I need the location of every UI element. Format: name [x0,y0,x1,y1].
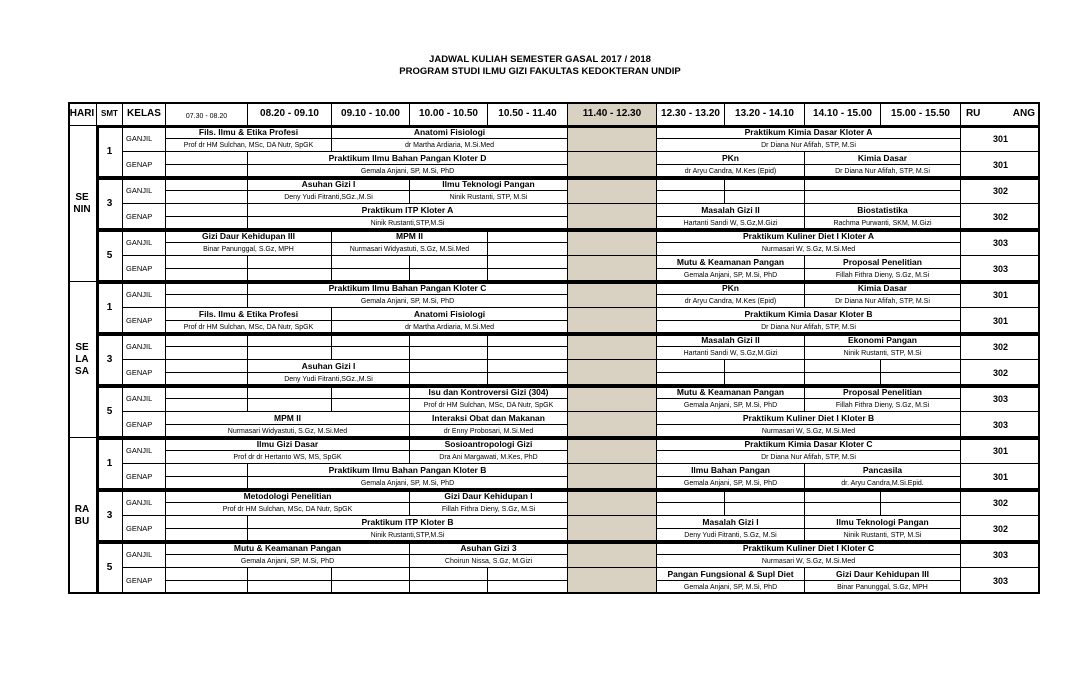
course-name [410,334,488,347]
lecturer-name [166,165,248,178]
lecturer-name: Dr Diana Nur Afifah, STP, M.Si [805,295,961,308]
lecturer-name [332,347,410,360]
lecturer-name: Prof dr HM Sulchan, MSc, DA Nutr, SpGK [166,139,332,152]
kelas-label: GENAP [123,308,166,334]
header-kelas: KELAS [123,102,166,126]
course-name [332,334,410,347]
course-name: Kimia Dasar [805,282,961,295]
lecturer-name: Dr Diana Nur Afifah, STP, M.Si [657,451,961,464]
course-name [488,334,568,347]
course-name [166,282,248,295]
course-name: Gizi Daur Kehidupan I [410,490,568,503]
break-slot [568,308,657,334]
semester-label: 1 [97,126,123,178]
kelas-label: GANJIL [123,282,166,308]
course-name [332,256,410,269]
course-name: Metodologi Penelitian [166,490,410,503]
lecturer-name: Nurmasari W, S.Gz, M.Si.Med [657,425,961,438]
header-time-slot: 13.20 - 14.10 [725,102,805,126]
course-name [248,256,332,269]
course-name: Ekonomi Pangan [805,334,961,347]
semester-label: 1 [97,438,123,490]
course-name: Asuhan Gizi I [248,178,410,191]
page-title [0,54,1080,78]
lecturer-name [332,399,410,412]
lecturer-name: Dr Diana Nur Afifah, STP, M.Si [805,165,961,178]
header-time-slot: 09.10 - 10.00 [332,102,410,126]
course-name: Praktikum ITP Kloter A [248,204,568,217]
course-name [410,360,488,373]
room-number: 302 [961,490,1040,516]
course-name: MPM II [166,412,410,425]
lecturer-name [248,269,332,282]
lecturer-name: Ninik Rustanti,STP,M.Si [248,529,568,542]
course-name [805,360,881,373]
lecturer-name [881,503,961,516]
lecturer-name: Prof dr dr Hertanto WS, MS, SpGK [166,451,410,464]
lecturer-name: dr. Aryu Candra,M.Si.Epid. [805,477,961,490]
lecturer-name: Choirun Nissa, S.Gz, M.Gizi [410,555,568,568]
day-label: RA BU [68,438,97,594]
semester-label: 5 [97,230,123,282]
course-name [725,490,805,503]
course-name [248,568,332,581]
course-name [657,178,725,191]
course-name: Praktikum Ilmu Bahan Pangan Kloter D [248,152,568,165]
lecturer-name [881,373,961,386]
break-slot [568,542,657,568]
course-name [805,490,881,503]
course-name [166,178,248,191]
day-label: SE LA SA [68,282,97,438]
lecturer-name: Dr Diana Nur Afifah, STP, M.Si [657,321,961,334]
lecturer-name [248,399,332,412]
room-number: 301 [961,308,1040,334]
kelas-label: GENAP [123,360,166,386]
lecturer-name: Nurmasari W, S.Gz, M.Si.Med [657,555,961,568]
lecturer-name [248,347,332,360]
lecturer-name [332,581,410,594]
lecturer-name: Deny Yudi Fitranti,SGz.,M.Si [248,191,410,204]
lecturer-name: Hartanti Sandi W, S.Gz,M.Gizi [657,347,805,360]
room-number: 302 [961,204,1040,230]
lecturer-name: Nurmasari Widyastuti, S.Gz, M.Si.Med [166,425,410,438]
course-name: Masalah Gizi II [657,204,805,217]
lecturer-name: Hartanti Sandi W, S.Gz,M.Gizi [657,217,805,230]
header-ruang: RU ANG [961,102,1040,126]
kelas-label: GENAP [123,152,166,178]
course-name [488,360,568,373]
lecturer-name: Nurmasari Widyastuti, S.Gz, M.Si.Med [332,243,488,256]
course-name [488,568,568,581]
lecturer-name [166,269,248,282]
lecturer-name: Gemala Anjani, SP, M.Si, PhD [657,269,805,282]
course-name: Praktikum ITP Kloter B [248,516,568,529]
lecturer-name [488,243,568,256]
room-number: 303 [961,230,1040,256]
room-number: 301 [961,438,1040,464]
break-slot [568,126,657,152]
kelas-label: GANJIL [123,230,166,256]
kelas-label: GENAP [123,412,166,438]
break-slot [568,204,657,230]
course-name: Sosioantropologi Gizi [410,438,568,451]
lecturer-name [488,581,568,594]
room-number: 303 [961,542,1040,568]
course-name [488,230,568,243]
course-name: Ilmu Teknologi Pangan [410,178,568,191]
break-slot [568,568,657,594]
course-name: Pancasila [805,464,961,477]
lecturer-name [488,347,568,360]
lecturer-name [725,191,805,204]
course-name [657,490,725,503]
break-slot [568,334,657,360]
lecturer-name: Ninik Rustanti,STP,M.Si [248,217,568,230]
lecturer-name: dr Aryu Candra, M.Kes (Epid) [657,295,805,308]
lecturer-name [488,373,568,386]
course-name: Masalah Gizi II [657,334,805,347]
course-name: Interaksi Obat dan Makanan [410,412,568,425]
course-name: Mutu & Keamanan Pangan [657,386,805,399]
semester-label: 1 [97,282,123,334]
lecturer-name: Dra Ani Margawati, M.Kes, PhD [410,451,568,464]
lecturer-name [410,581,488,594]
kelas-label: GANJIL [123,386,166,412]
course-name: Praktikum Ilmu Bahan Pangan Kloter C [248,282,568,295]
lecturer-name: Fillah Fithra Dieny, S.Gz, M.Si [805,269,961,282]
header-time-slot: 14.10 - 15.00 [805,102,881,126]
course-name [805,178,961,191]
lecturer-name: Binar Panunggal, S.Gz, MPH [166,243,332,256]
course-name [410,256,488,269]
break-slot [568,256,657,282]
course-name: Ilmu Gizi Dasar [166,438,410,451]
course-name: Praktikum Kimia Dasar Kloter B [657,308,961,321]
lecturer-name: Binar Panunggal, S.Gz, MPH [805,581,961,594]
course-name: Gizi Daur Kehidupan III [805,568,961,581]
course-name [166,464,248,477]
lecturer-name [166,399,248,412]
header-time-slot: 07.30 - 08.20 [166,102,248,126]
break-slot [568,412,657,438]
lecturer-name [805,503,881,516]
header-smt: SMT [97,102,123,126]
kelas-label: GANJIL [123,542,166,568]
lecturer-name [657,503,725,516]
course-name [410,568,488,581]
room-number: 302 [961,360,1040,386]
break-slot [568,152,657,178]
lecturer-name: Gemala Anjani, SP, M.Si, PhD [657,477,805,490]
kelas-label: GANJIL [123,490,166,516]
break-slot [568,282,657,308]
header-time-slot: 12.30 - 13.20 [657,102,725,126]
course-name: Fils. Ilmu & Etika Profesi [166,126,332,139]
semester-label: 3 [97,178,123,230]
lecturer-name [410,347,488,360]
break-slot [568,178,657,204]
lecturer-name: Fillah Fithra Dieny, S.Gz, M.Si [805,399,961,412]
lecturer-name: Deny Yudi Fitranti, S.Gz, M.Si [657,529,805,542]
room-number: 301 [961,152,1040,178]
lecturer-name [805,373,881,386]
course-name [166,256,248,269]
kelas-label: GENAP [123,204,166,230]
course-name [166,516,248,529]
course-name: Anatomi Fisiologi [332,308,568,321]
header-time-slot: 10.50 - 11.40 [488,102,568,126]
kelas-label: GENAP [123,568,166,594]
course-name: Praktikum Kimia Dasar Kloter C [657,438,961,451]
lecturer-name: Rachma Purwanti, SKM, M.Gizi [805,217,961,230]
lecturer-name [166,347,248,360]
lecturer-name [725,373,805,386]
break-slot [568,464,657,490]
break-slot [568,230,657,256]
lecturer-name [248,581,332,594]
lecturer-name [166,191,248,204]
kelas-label: GENAP [123,256,166,282]
header-time-slot: 11.40 - 12.30 [568,102,657,126]
course-name: Praktikum Kimia Dasar Kloter A [657,126,961,139]
course-name [725,360,805,373]
lecturer-name: Ninik Rustanti, STP, M.Si [805,529,961,542]
break-slot [568,516,657,542]
course-name [166,152,248,165]
day-label: SE NIN [68,126,97,282]
room-number: 302 [961,178,1040,204]
lecturer-name [332,269,410,282]
break-slot [568,360,657,386]
course-name: Proposal Penelitian [805,386,961,399]
room-number: 301 [961,282,1040,308]
break-slot [568,438,657,464]
course-name [166,386,248,399]
title-line-1: JADWAL KULIAH SEMESTER GASAL 2017 / 2018 [429,54,651,65]
lecturer-name: dr Martha Ardiaria, M.Si.Med [332,139,568,152]
semester-label: 5 [97,386,123,438]
course-name [725,178,805,191]
kelas-label: GENAP [123,464,166,490]
course-name: Praktikum Ilmu Bahan Pangan Kloter B [248,464,568,477]
room-number: 303 [961,412,1040,438]
course-name: MPM II [332,230,488,243]
lecturer-name [166,477,248,490]
course-name [166,360,248,373]
course-name [488,256,568,269]
course-name: Anatomi Fisiologi [332,126,568,139]
lecturer-name: dr Aryu Candra, M.Kes (Epid) [657,165,805,178]
lecturer-name [657,373,725,386]
course-name [657,360,725,373]
kelas-label: GENAP [123,516,166,542]
header-hari: HARI [68,102,97,126]
course-name: Praktikum Kuliner Diet I Kloter C [657,542,961,555]
header-time-slot: 10.00 - 10.50 [410,102,488,126]
title-line-2: PROGRAM STUDI ILMU GIZI FAKULTAS KEDOKTERAN UNDIP [399,66,681,77]
lecturer-name: Prof dr HM Sulchan, MSc, DA Nutr, SpGK [166,503,410,516]
kelas-label: GANJIL [123,178,166,204]
lecturer-name [410,373,488,386]
course-name: Biostatistika [805,204,961,217]
lecturer-name [166,217,248,230]
semester-label: 5 [97,542,123,594]
lecturer-name: Gemala Anjani, SP, M.Si, PhD [248,165,568,178]
course-name: Praktikum Kuliner Diet I Kloter B [657,412,961,425]
room-number: 303 [961,386,1040,412]
break-slot [568,386,657,412]
lecturer-name: Gemala Anjani, SP, M.Si, PhD [166,555,410,568]
course-name: Praktikum Kuliner Diet I Kloter A [657,230,961,243]
course-name [332,568,410,581]
course-name: Asuhan Gizi I [248,360,410,373]
course-name: Ilmu Teknologi Pangan [805,516,961,529]
course-name: Proposal Penelitian [805,256,961,269]
course-name [166,334,248,347]
course-name: Isu dan Kontroversi Gizi (304) [410,386,568,399]
header-time-slot: 15.00 - 15.50 [881,102,961,126]
lecturer-name [725,503,805,516]
lecturer-name: Deny Yudi Fitranti,SGz.,M.Si [248,373,410,386]
lecturer-name: dr Enny Probosari, M.Si.Med [410,425,568,438]
kelas-label: GANJIL [123,438,166,464]
lecturer-name: Gemala Anjani, SP, M.Si, PhD [657,581,805,594]
lecturer-name: Ninik Rustanti, STP, M.Si [805,347,961,360]
course-name [166,568,248,581]
course-name: Masalah Gizi I [657,516,805,529]
course-name [881,360,961,373]
lecturer-name: Ninik Rustanti, STP, M.Si [410,191,568,204]
course-name: Kimia Dasar [805,152,961,165]
course-name [332,386,410,399]
lecturer-name [166,581,248,594]
course-name [166,204,248,217]
course-name: PKn [657,282,805,295]
course-name: PKn [657,152,805,165]
course-name [248,386,332,399]
room-number: 302 [961,334,1040,360]
course-name [248,334,332,347]
break-slot [568,490,657,516]
room-number: 303 [961,568,1040,594]
lecturer-name: Gemala Anjani, SP, M.Si, PhD [248,477,568,490]
semester-label: 3 [97,490,123,542]
lecturer-name [166,373,248,386]
lecturer-name [410,269,488,282]
lecturer-name [166,295,248,308]
course-name: Fils. Ilmu & Etika Profesi [166,308,332,321]
room-number: 302 [961,516,1040,542]
lecturer-name [166,529,248,542]
lecturer-name [488,269,568,282]
lecturer-name: dr Martha Ardiaria, M.Si.Med [332,321,568,334]
semester-label: 3 [97,334,123,386]
course-name: Pangan Fungsional & Supl Diet [657,568,805,581]
course-name: Mutu & Keamanan Pangan [166,542,410,555]
header-time-slot: 08.20 - 09.10 [248,102,332,126]
kelas-label: GANJIL [123,126,166,152]
room-number: 301 [961,126,1040,152]
course-name [881,490,961,503]
course-name: Ilmu Bahan Pangan [657,464,805,477]
lecturer-name [805,191,961,204]
lecturer-name [657,191,725,204]
lecturer-name: Dr Diana Nur Afifah, STP, M.Si [657,139,961,152]
course-name: Asuhan Gizi 3 [410,542,568,555]
kelas-label: GANJIL [123,334,166,360]
lecturer-name: Prof dr HM Sulchan, MSc, DA Nutr, SpGK [166,321,332,334]
course-name: Mutu & Keamanan Pangan [657,256,805,269]
room-number: 301 [961,464,1040,490]
lecturer-name: Prof dr HM Sulchan, MSc, DA Nutr, SpGK [410,399,568,412]
course-name: Gizi Daur Kehidupan III [166,230,332,243]
lecturer-name: Fillah Fithra Dieny, S.Gz, M.Si [410,503,568,516]
lecturer-name: Nurmasari W, S.Gz, M.Si.Med [657,243,961,256]
lecturer-name: Gemala Anjani, SP, M.Si, PhD [657,399,805,412]
lecturer-name: Gemala Anjani, SP, M.Si, PhD [248,295,568,308]
room-number: 303 [961,256,1040,282]
